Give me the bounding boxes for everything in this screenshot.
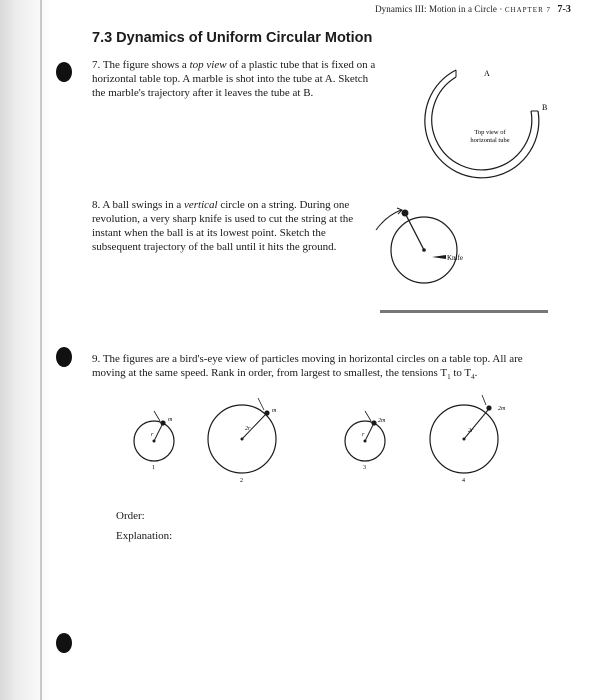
question-text: of a plastic tube that is fixed on a horizontal table top. A marble is shot into the tube at A. Sketch the marble's trajectory after it leaves the tube at B. bbox=[92, 59, 376, 99]
divider bbox=[380, 310, 548, 313]
radius-label: r bbox=[151, 432, 154, 438]
question-text: The figures are a bird's-eye view of particles moving in horizontal circles on a table top. All are moving at the same speed. Rank in order, from largest to smallest, the tensions T bbox=[92, 353, 523, 379]
circle-figure-3 bbox=[335, 408, 395, 478]
section-title: 7.3 Dynamics of Uniform Circular Motion bbox=[92, 30, 373, 46]
explanation-label: Explanation: bbox=[116, 530, 173, 542]
subscript: 1 bbox=[447, 373, 451, 382]
knife-label: Knife bbox=[447, 254, 463, 262]
figure-number: 3 bbox=[363, 465, 366, 471]
vertical-circle-figure bbox=[374, 200, 494, 290]
string bbox=[154, 425, 162, 441]
mass-label: 2m bbox=[498, 406, 506, 412]
binder-hole bbox=[56, 62, 72, 82]
question-number: 7. bbox=[92, 59, 101, 71]
page-number: 7-3 bbox=[557, 4, 571, 15]
worksheet-page bbox=[52, 0, 589, 700]
tube-caption: Top view of bbox=[474, 129, 506, 136]
velocity-arrow bbox=[365, 411, 371, 421]
question-emphasis: top view bbox=[189, 59, 227, 71]
question-text: . bbox=[474, 367, 478, 379]
circle-figure-2 bbox=[200, 392, 290, 487]
question-number: 8. bbox=[92, 199, 101, 211]
velocity-arrow bbox=[258, 398, 264, 410]
tube-caption: horizontal tube bbox=[470, 137, 510, 144]
header-separator: · bbox=[499, 4, 503, 14]
tube-figure bbox=[428, 50, 548, 175]
question-text: A ball swings in a bbox=[102, 199, 184, 211]
mass-label: m bbox=[272, 408, 277, 414]
mass-label: m bbox=[168, 417, 173, 423]
question-text: to T bbox=[450, 367, 472, 379]
binder-margin bbox=[0, 0, 52, 700]
question-9 bbox=[92, 352, 542, 384]
motion-arrow bbox=[376, 210, 401, 230]
velocity-arrow bbox=[154, 411, 160, 421]
particle bbox=[371, 420, 376, 425]
question-text: circle on a string. During one revolution, a very sharp knife is used to cut the string at the instant when the ball is at its lowest point. Sketch the subsequent trajectory of the ball until it hits the ground. bbox=[92, 199, 354, 253]
mass-label: 2m bbox=[378, 418, 386, 424]
running-title: Dynamics III: Motion in a Circle bbox=[375, 4, 498, 14]
radius-label: 2r bbox=[468, 428, 474, 434]
binder-hole bbox=[56, 347, 72, 367]
circle-figure-4 bbox=[422, 392, 512, 487]
question-text: The figure shows a bbox=[102, 59, 190, 71]
label-a: A bbox=[484, 69, 490, 78]
figure-number: 1 bbox=[152, 465, 155, 471]
page-header bbox=[375, 4, 571, 15]
particle bbox=[264, 410, 269, 415]
question-emphasis: vertical bbox=[184, 199, 218, 211]
figure-number: 2 bbox=[240, 478, 243, 484]
string bbox=[406, 215, 424, 250]
velocity-arrow bbox=[482, 395, 486, 405]
tube-outer-wall bbox=[425, 70, 539, 178]
label-b: B bbox=[542, 103, 548, 112]
question-7 bbox=[92, 58, 382, 100]
string bbox=[365, 425, 373, 441]
order-label: Order: bbox=[116, 510, 145, 522]
radius-label: r bbox=[362, 432, 365, 438]
binder-hole bbox=[56, 633, 72, 653]
question-number: 9. bbox=[92, 353, 101, 365]
particle bbox=[160, 420, 165, 425]
string bbox=[464, 410, 488, 439]
tube-inner-wall bbox=[432, 77, 532, 170]
radius-label: 2r bbox=[245, 426, 251, 432]
chapter-label: CHAPTER 7 bbox=[504, 6, 551, 14]
figure-number: 4 bbox=[462, 478, 465, 484]
subscript: 4 bbox=[471, 373, 475, 382]
particle bbox=[486, 405, 491, 410]
ball bbox=[402, 210, 409, 217]
knife-blade bbox=[432, 255, 446, 259]
question-8 bbox=[92, 198, 362, 254]
circle-figure-1 bbox=[124, 408, 184, 478]
